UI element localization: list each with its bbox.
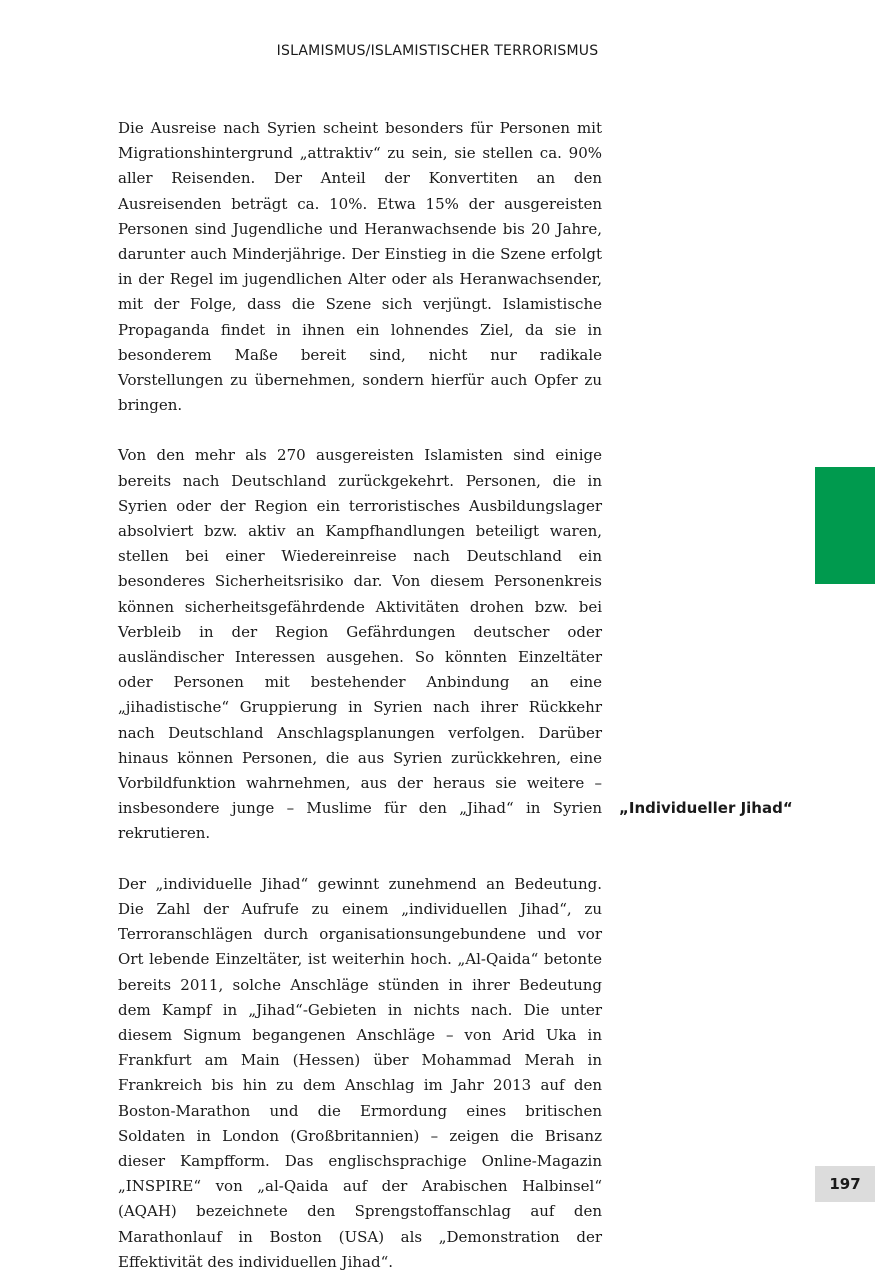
main-text-column	[118, 116, 602, 1275]
marginal-note-individueller-jihad: „Individueller Jihad“	[619, 799, 793, 817]
chapter-thumb-tab	[815, 467, 875, 584]
paragraph-individueller-jihad: Der „individuelle Jihad“ gewinnt zunehmend an Bedeutung. Die Zahl der Aufrufe zu einem „individuellen Jihad“, zu Terroranschlägen durch organisationsungebundene und vor Ort lebende Einzeltäter, ist weiterhin hoch. „Al-Qaida“ betonte bereits 2011, solche Anschläge stünden in ihrer Bedeutung dem Kampf in „Jihad“-Gebieten in nichts nach. Die unter diesem Signum begangenen Anschläge – von Arid Uka in Frankfurt am Main (Hessen) über Mohammad Merah in Frankreich bis hin zu dem Anschlag im Jahr 2013 auf den Boston-Marathon und die Ermordung eines britischen Soldaten in London (Großbritannien) – zeigen die Brisanz dieser Kampfform. Das englischsprachige Online-Magazin „INSPIRE“ von „al-Qaida auf der Arabischen Halbinsel“ (AQAH) bezeichnete den Sprengstoffanschlag auf den Marathonlauf in Boston (USA) als „Demonstration der Effektivität des individuellen Jihad“.	[118, 874, 602, 1271]
paragraph-ausreise-syrien: Die Ausreise nach Syrien scheint besonders für Personen mit Migrationshintergrund „attraktiv“ zu sein, sie stellen ca. 90% aller Reisenden. Der Anteil der Konvertiten an den Ausreisenden beträgt ca. 10%. Etwa 15% der ausgereisten Personen sind Jugendliche und Heranwachsende bis 20 Jahre, darunter auch Minderjährige. Der Einstieg in die Szene erfolgt in der Regel im jugendlichen Alter oder als Heranwachsender, mit der Folge, dass die Szene sich verjüngt. Islamistische Propaganda findet in ihnen ein lohnendes Ziel, da sie in besonderem Maße bereit sind, nicht nur radikale Vorstellungen zu übernehmen, sondern hierfür auch Opfer zu bringen.	[118, 119, 602, 415]
paragraph-rueckkehrer: Von den mehr als 270 ausgereisten Islamisten sind einige bereits nach Deutschland zurückgekehrt. Personen, die in Syrien oder der Region ein terroristisches Ausbildungslager absolviert bzw. aktiv an Kampfhandlungen beteiligt waren, stellen bei einer Wiedereinreise nach Deutschland ein besonderes Sicherheitsrisiko dar. Von diesem Personenkreis können sicherheitsgefährdende Aktivitäten drohen bzw. bei Verbleib in der Region Gefährdungen deutscher oder ausländischer Interessen ausgehen. So könnten Einzeltäter oder Personen mit bestehender Anbindung an eine „jihadistische“ Gruppierung in Syrien nach ihrer Rückkehr nach Deutschland Anschlagsplanungen verfolgen. Darüber hinaus können Personen, die aus Syrien zurückkehren, eine Vorbildfunktion wahrnehmen, aus der heraus sie weitere – insbesondere junge – Muslime für den „Jihad“ in Syrien rekrutieren.	[118, 446, 602, 843]
running-header: ISLAMISMUS/ISLAMISTISCHER TERRORISMUS	[276, 43, 599, 59]
page-number: 197	[815, 1166, 875, 1202]
